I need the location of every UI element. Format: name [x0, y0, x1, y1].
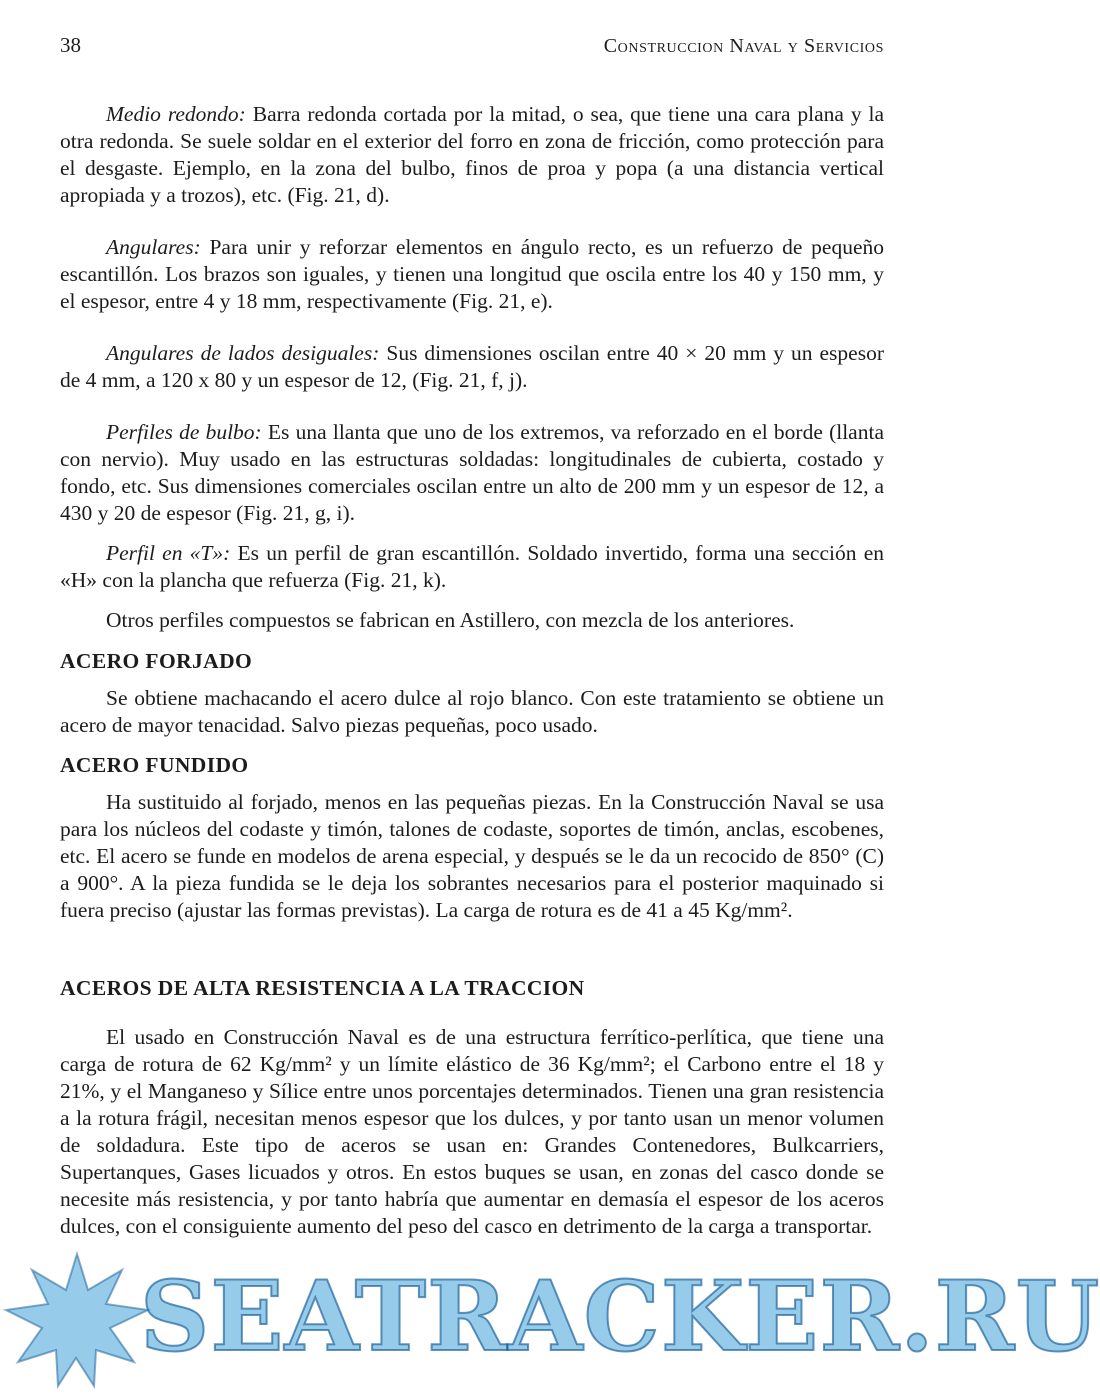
heading-aceros-alta-resistencia: ACEROS DE ALTA RESISTENCIA A LA TRACCION — [60, 976, 585, 1000]
text-angulares: Para unir y reforzar elementos en ángulo recto, es un refuerzo de pequeño escantillón. Los brazos son iguales, y tienen una longitud que oscila entre los 40 y 150 mm, y el espesor, entre 4 y 18 mm, respectivamente (Fig. 21, e). — [60, 235, 884, 313]
paragraph-otros-perfiles: Otros perfiles compuestos se fabrican en Astillero, con mezcla de los anteriores. — [106, 608, 795, 632]
paragraph-angulares-desiguales — [60, 340, 884, 394]
text-angulares-desiguales: Sus dimensiones oscilan entre 40 × 20 mm y un espesor de 4 mm, a 120 x 80 y un espesor de 12, (Fig. 21, f, j). — [60, 341, 884, 392]
term-perfiles-bulbo: Perfiles de bulbo: — [106, 420, 262, 444]
paragraph-acero-fundido: Ha sustituido al forjado, menos en las pequeñas piezas. En la Construcción Naval se usa para los núcleos del codaste y timón, talones de codaste, soportes de timón, anclas, escobenes, etc. El acero se funde en modelos de arena especial, y después se le da un recocido de 850° (C) a 900°. A la pieza fundida se le deja los sobrantes necesarios para el posterior maquinado si fuera preciso (ajustar las formas previstas). La carga de rotura es de 41 a 45 Kg/mm². — [60, 790, 884, 922]
text-perfiles-bulbo: Es una llanta que uno de los extremos, va reforzado en el borde (llanta con nervio). Muy usado en las estructuras soldadas: longitudinales de cubierta, costado y fondo, etc. Sus dimensiones comerciales oscilan entre un alto de 200 mm y un espesor de 12, a 430 y 20 de espesor (Fig. 21, g, i). — [60, 420, 884, 525]
term-angulares-desiguales: Angulares de lados desiguales: — [106, 341, 380, 365]
paragraph-perfiles-bulbo — [60, 419, 884, 527]
paragraph-aceros-alta-resistencia: El usado en Construcción Naval es de una estructura ferrítico-perlítica, que tiene una carga de rotura de 62 Kg/mm² y un límite elástico de 36 Kg/mm²; el Carbono entre el 18 y 21%, y el Manganeso y Sílice entre unos porcentajes determinados. Tienen una gran resistencia a la rotura frágil, necesitan menos espesor que los dulces, y por tanto usan un menor volumen de soldadura. Este tipo de aceros se usan en: Grandes Contenedores, Bulkcarriers, Supertanques, Gases licuados y otros. En estos buques se usan, en zonas del casco donde se necesite más resistencia, y por tanto habría que aumentar en demasía el espesor de los aceros dulces, con el consiguiente aumento del peso del casco en detrimento de la carga a transportar. — [60, 1025, 884, 1238]
heading-acero-fundido: ACERO FUNDIDO — [60, 753, 249, 777]
page-body — [60, 101, 884, 1240]
page-number: 38 — [60, 33, 81, 57]
watermark — [0, 1248, 1100, 1396]
paragraph-medio-redondo — [60, 101, 884, 209]
term-angulares: Angulares: — [106, 235, 201, 259]
term-perfil-t: Perfil en «T»: — [106, 541, 231, 565]
star-burst-icon — [2, 1250, 152, 1390]
page-header — [60, 33, 884, 63]
term-medio-redondo: Medio redondo: — [106, 102, 246, 126]
paragraph-perfil-t — [60, 540, 884, 594]
heading-acero-forjado: ACERO FORJADO — [60, 649, 253, 673]
text-medio-redondo: Barra redonda cortada por la mitad, o sea, que tiene una cara plana y la otra redonda. Se suele soldar en el exterior del forro en zona de fricción, como protección para el desgaste. Ejemplo, en la zona del bulbo, finos de proa y popa (a una distancia vertical apropiada y a trozos), etc. (Fig. 21, d). — [60, 102, 884, 207]
watermark-text: SEATRACKER.RU — [140, 1260, 1100, 1373]
paragraph-angulares — [60, 234, 884, 315]
running-title: Construccion Naval y Servicios — [603, 35, 884, 57]
text-perfil-t: Es un perfil de gran escantillón. Soldado invertido, forma una sección en «H» con la plancha que refuerza (Fig. 21, k). — [60, 541, 884, 592]
paragraph-acero-forjado: Se obtiene machacando el acero dulce al rojo blanco. Con este tratamiento se obtiene un acero de mayor tenacidad. Salvo piezas pequeñas, poco usado. — [60, 686, 884, 737]
